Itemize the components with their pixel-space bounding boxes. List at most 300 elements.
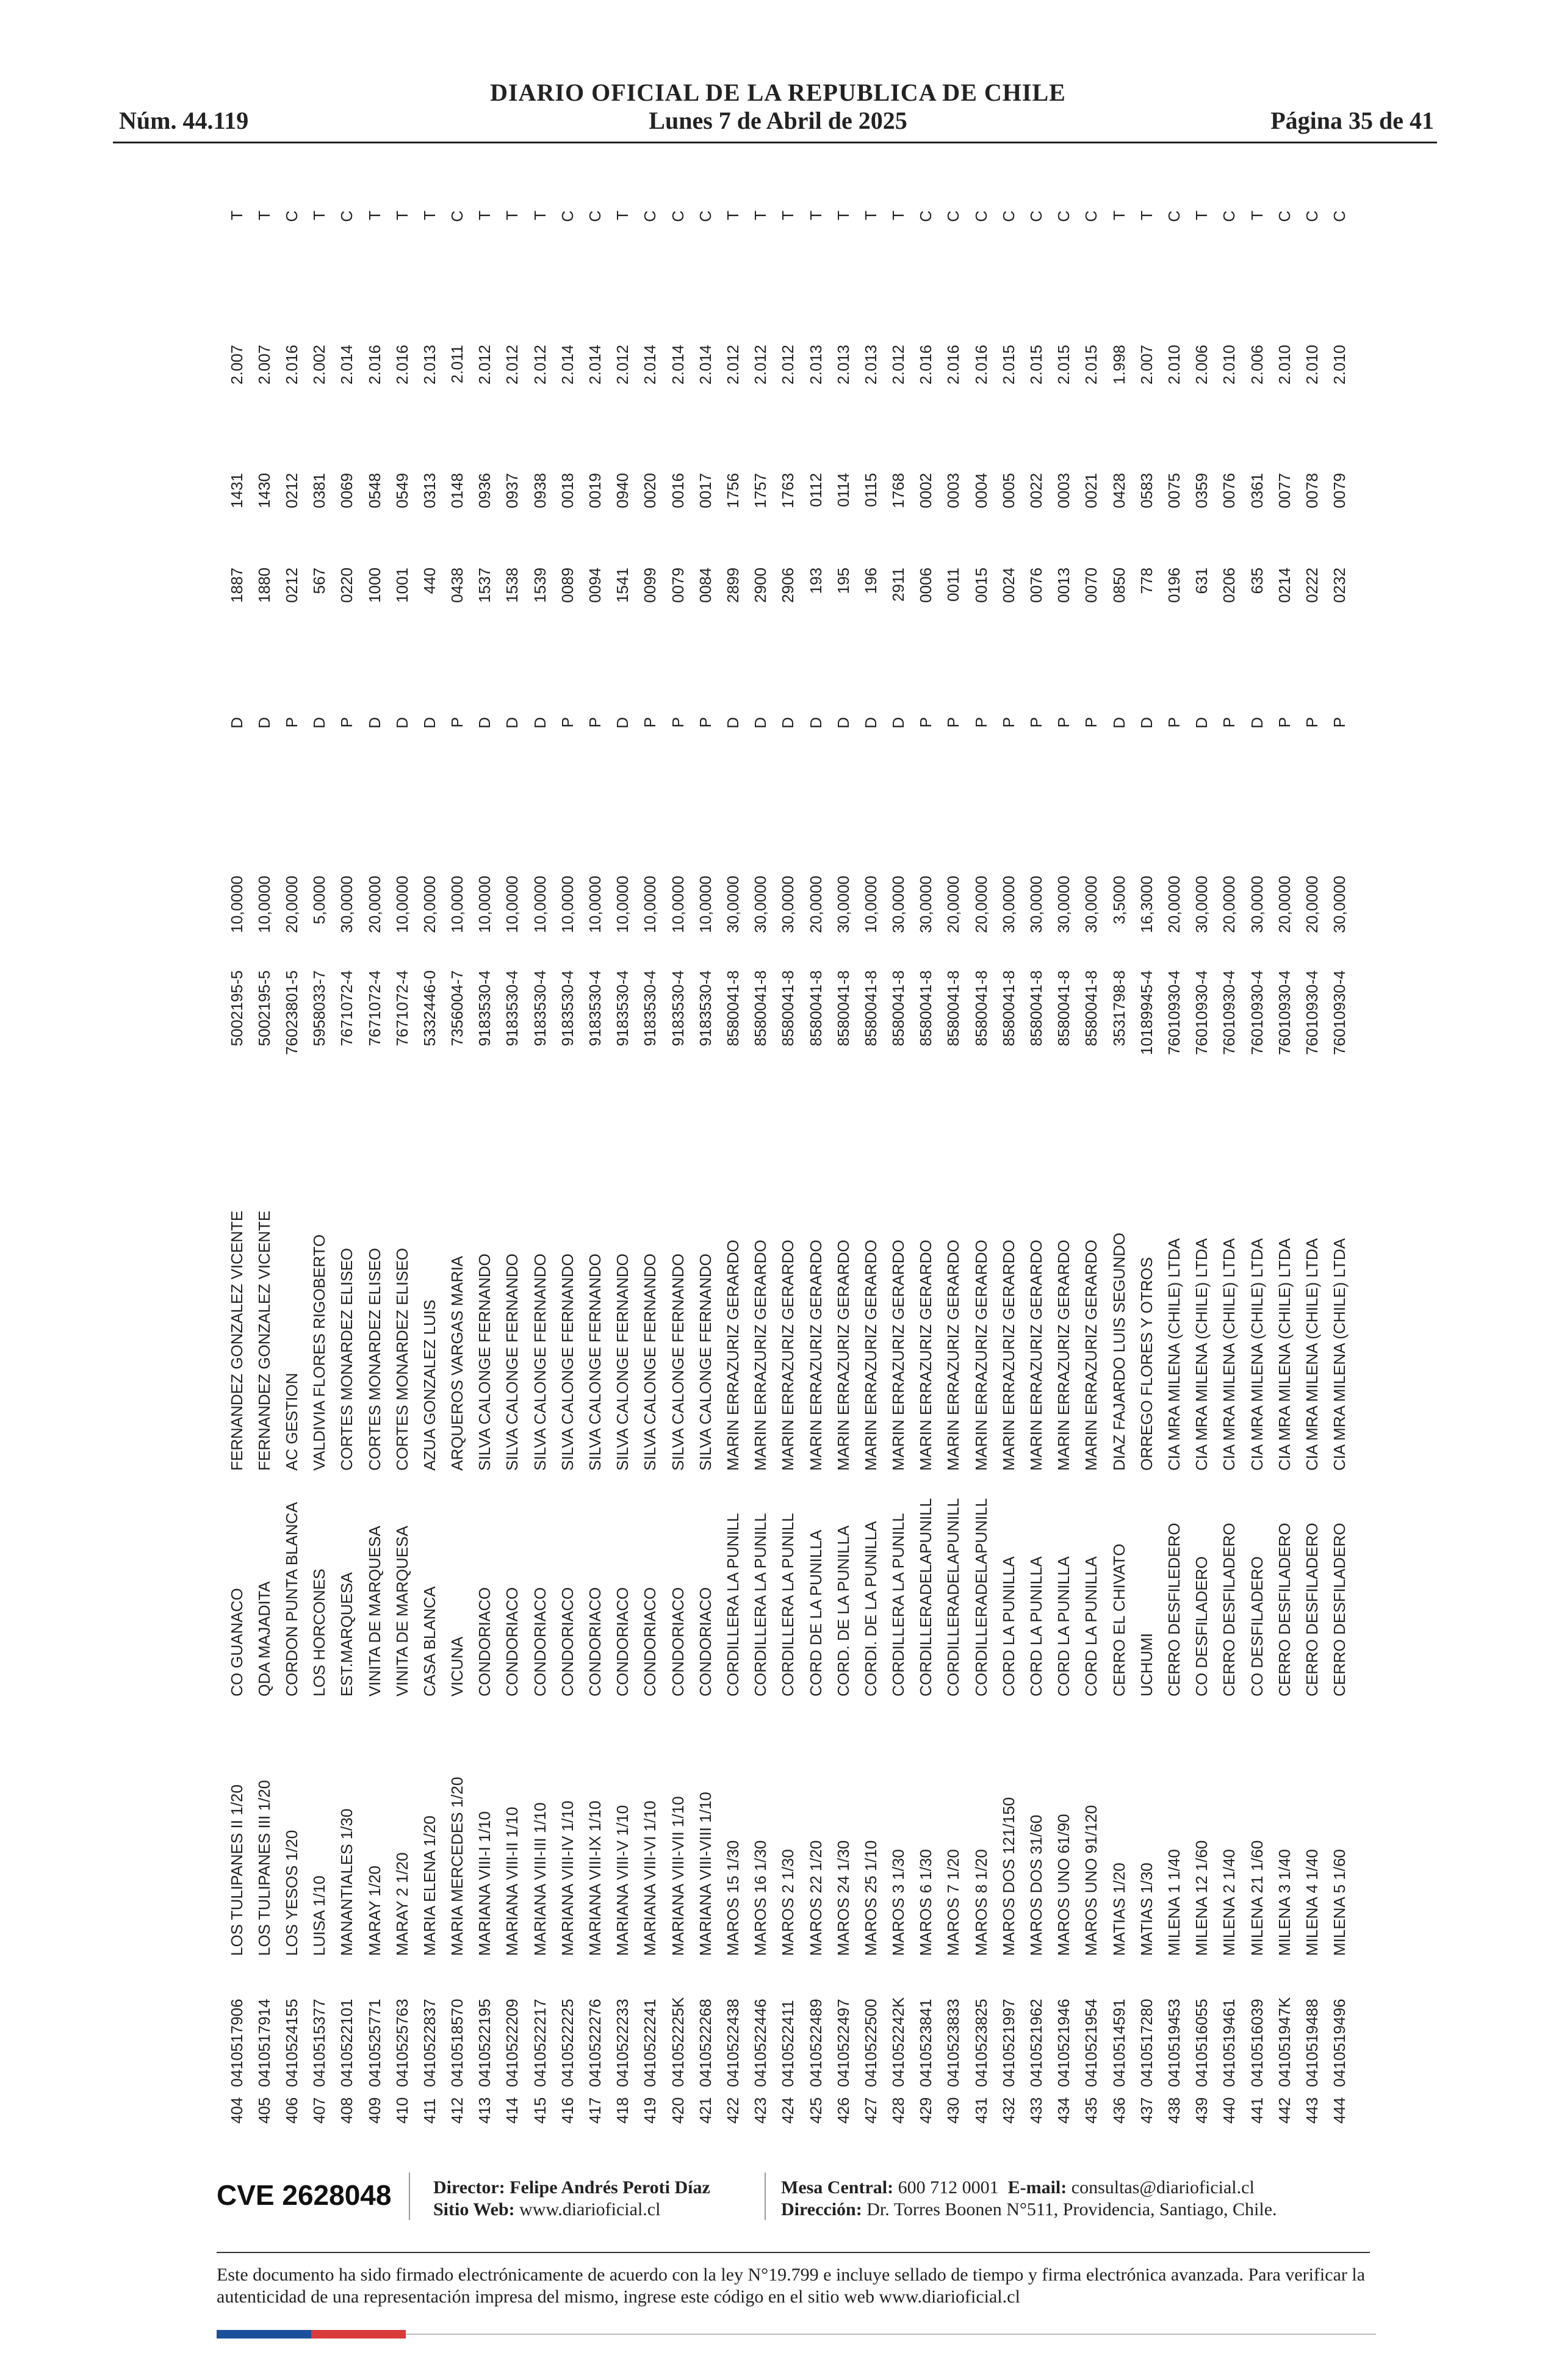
status-code-cell: T bbox=[889, 211, 908, 220]
row-number-cell: 418 bbox=[613, 2097, 632, 2124]
year-cell: 2.012 bbox=[751, 345, 770, 385]
table-row bbox=[995, 186, 1022, 2124]
location-cell: CONDORIACO bbox=[475, 1587, 494, 1697]
address-value: Dr. Torres Boonen N°511, Providencia, Santiago, Chile. bbox=[866, 2199, 1277, 2220]
fojas-number-cell: 0937 bbox=[503, 473, 522, 508]
inscription-number-cell: 1537 bbox=[475, 568, 494, 603]
year-cell: 2.010 bbox=[1220, 345, 1239, 385]
year-cell: 2.016 bbox=[917, 345, 935, 385]
fojas-number-cell: 0022 bbox=[1027, 473, 1046, 508]
rol-number-cell: 0410522217 bbox=[530, 1999, 549, 2087]
owner-name-cell: CIA MRA MILENA (CHILE) LTDA bbox=[1220, 1238, 1239, 1471]
owner-name-cell: MARIN ERRAZURIZ GERARDO bbox=[834, 1239, 852, 1471]
location-cell: VICUNA bbox=[448, 1636, 467, 1697]
address-line bbox=[781, 2199, 1277, 2220]
owner-rut-cell: 9183530-4 bbox=[503, 970, 522, 1047]
rol-number-cell: 0410522411 bbox=[779, 2000, 798, 2087]
inscription-number-cell: 0006 bbox=[917, 568, 935, 603]
year-cell: 2.015 bbox=[1054, 345, 1073, 385]
year-cell: 2.012 bbox=[779, 345, 798, 385]
owner-name-cell: CIA MRA MILENA (CHILE) LTDA bbox=[1192, 1238, 1211, 1471]
inscription-number-cell: 440 bbox=[420, 568, 439, 594]
table-row bbox=[1326, 186, 1353, 2124]
inscription-number-cell: 196 bbox=[861, 568, 880, 594]
owner-rut-cell: 8580041-8 bbox=[1027, 970, 1046, 1047]
owner-rut-cell: 8580041-8 bbox=[999, 970, 1018, 1047]
row-number-cell: 409 bbox=[365, 2097, 384, 2124]
rol-number-cell: 0410521997 bbox=[999, 1999, 1018, 2087]
status-code-cell: T bbox=[806, 211, 825, 220]
owner-rut-cell: 8580041-8 bbox=[944, 970, 963, 1047]
location-cell: CERRO DESFILEDERO bbox=[1164, 1523, 1183, 1697]
inscription-number-cell: 1541 bbox=[613, 568, 632, 603]
inscription-number-cell: 0015 bbox=[971, 568, 990, 603]
rol-number-cell: 0410516055 bbox=[1192, 1999, 1211, 2087]
type-code-cell: P bbox=[1027, 717, 1046, 728]
concession-name-cell: MANANTIALES 1/30 bbox=[337, 1808, 356, 1956]
inscription-number-cell: 0099 bbox=[641, 568, 660, 603]
location-cell: CORD DE LA PUNILLA bbox=[806, 1529, 825, 1697]
year-cell: 2.010 bbox=[1275, 345, 1294, 385]
owner-name-cell: CIA MRA MILENA (CHILE) LTDA bbox=[1302, 1238, 1321, 1471]
fojas-number-cell: 0548 bbox=[365, 473, 384, 508]
rol-number-cell: 0410519453 bbox=[1164, 1999, 1183, 2087]
rol-number-cell: 0410517280 bbox=[1137, 1999, 1156, 2087]
row-number-cell: 443 bbox=[1302, 2097, 1321, 2124]
location-cell: QDA MAJADITA bbox=[254, 1581, 273, 1697]
hectares-cell: 16,3000 bbox=[1137, 876, 1156, 933]
location-cell: CORDON PUNTA BLANCA bbox=[282, 1502, 301, 1697]
status-code-cell: T bbox=[1109, 211, 1128, 220]
type-code-cell: D bbox=[834, 717, 852, 729]
owner-rut-cell: 76010930-4 bbox=[1164, 970, 1183, 1055]
status-code-cell: C bbox=[696, 211, 715, 222]
fojas-number-cell: 1431 bbox=[227, 473, 246, 508]
concession-name-cell: MAROS 8 1/20 bbox=[971, 1849, 990, 1956]
rol-number-cell: 0410522209 bbox=[503, 1999, 522, 2087]
owner-name-cell: MARIN ERRAZURIZ GERARDO bbox=[751, 1239, 770, 1471]
fojas-number-cell: 0359 bbox=[1192, 473, 1211, 508]
year-cell: 2.015 bbox=[1027, 345, 1046, 385]
table-row bbox=[553, 186, 581, 2124]
fojas-number-cell: 0019 bbox=[586, 473, 605, 508]
hectares-cell: 30,0000 bbox=[337, 876, 356, 933]
status-code-cell: C bbox=[1275, 211, 1294, 222]
table-row bbox=[1022, 186, 1050, 2124]
fojas-number-cell: 0079 bbox=[1330, 473, 1349, 508]
type-code-cell: D bbox=[420, 717, 439, 729]
hectares-cell: 30,0000 bbox=[999, 876, 1018, 933]
concession-name-cell: MILENA 1 1/40 bbox=[1164, 1849, 1183, 1956]
status-code-cell: T bbox=[475, 211, 494, 220]
owner-name-cell: MARIN ERRAZURIZ GERARDO bbox=[806, 1239, 825, 1471]
fojas-number-cell: 0077 bbox=[1275, 473, 1294, 508]
concession-name-cell: MARIANA VIII-VII 1/10 bbox=[668, 1796, 687, 1956]
row-number-cell: 432 bbox=[999, 2097, 1018, 2124]
fojas-number-cell: 0428 bbox=[1109, 473, 1128, 508]
status-code-cell: T bbox=[392, 211, 411, 220]
location-cell: CONDORIACO bbox=[503, 1587, 522, 1697]
concession-name-cell: MAROS 6 1/30 bbox=[917, 1849, 935, 1956]
hectares-cell: 30,0000 bbox=[1247, 876, 1266, 933]
inscription-number-cell: 0850 bbox=[1109, 568, 1128, 603]
row-number-cell: 426 bbox=[834, 2097, 852, 2124]
location-cell: CERRO DESFILADERO bbox=[1302, 1523, 1321, 1697]
type-code-cell: P bbox=[1330, 717, 1349, 728]
owner-rut-cell: 5958033-7 bbox=[310, 970, 329, 1047]
status-code-cell: T bbox=[1192, 211, 1211, 220]
location-cell: UCHUMI bbox=[1137, 1633, 1156, 1697]
location-cell: CORDILLERA LA PUNILL bbox=[779, 1513, 798, 1697]
rol-number-cell: 0410519496 bbox=[1330, 1999, 1349, 2087]
concession-name-cell: MARIANA VIII-III 1/10 bbox=[530, 1802, 549, 1956]
footer-divider bbox=[217, 2252, 1370, 2253]
location-cell: CORD LA PUNILLA bbox=[999, 1556, 1018, 1697]
footer-separator bbox=[765, 2173, 766, 2220]
year-cell: 2.012 bbox=[475, 345, 494, 385]
status-code-cell: C bbox=[1082, 211, 1101, 222]
location-cell: CONDORIACO bbox=[641, 1587, 660, 1697]
owner-rut-cell: 5332446-0 bbox=[420, 970, 439, 1047]
year-cell: 2.016 bbox=[944, 345, 963, 385]
owner-name-cell: MARIN ERRAZURIZ GERARDO bbox=[779, 1239, 798, 1471]
owner-name-cell: DIAZ FAJARDO LUIS SEGUNDO bbox=[1109, 1232, 1128, 1471]
hectares-cell: 30,0000 bbox=[723, 876, 742, 933]
owner-name-cell: ARQUEROS VARGAS MARIA bbox=[448, 1255, 467, 1471]
row-number-cell: 410 bbox=[392, 2097, 411, 2124]
row-number-cell: 414 bbox=[503, 2097, 522, 2124]
type-code-cell: P bbox=[337, 717, 356, 728]
type-code-cell: P bbox=[944, 717, 963, 728]
location-cell: CO GUANACO bbox=[227, 1588, 246, 1697]
table-row bbox=[664, 186, 691, 2124]
fojas-number-cell: 0114 bbox=[834, 473, 852, 507]
row-number-cell: 441 bbox=[1247, 2097, 1266, 2124]
table-row bbox=[361, 186, 388, 2124]
inscription-number-cell: 0011 bbox=[944, 568, 963, 602]
hectares-cell: 30,0000 bbox=[779, 876, 798, 933]
rol-number-cell: 0410521954 bbox=[1082, 1999, 1101, 2087]
status-code-cell: T bbox=[310, 211, 329, 220]
row-number-cell: 423 bbox=[751, 2097, 770, 2124]
year-cell: 2.015 bbox=[999, 345, 1018, 385]
year-cell: 2.007 bbox=[254, 345, 273, 385]
rol-number-cell: 0410522497 bbox=[834, 1999, 852, 2087]
contact-line bbox=[781, 2177, 1255, 2198]
owner-name-cell: MARIN ERRAZURIZ GERARDO bbox=[889, 1239, 908, 1471]
hectares-cell: 10,0000 bbox=[254, 876, 273, 933]
status-code-cell: T bbox=[751, 211, 770, 220]
row-number-cell: 435 bbox=[1082, 2097, 1101, 2124]
row-number-cell: 437 bbox=[1137, 2097, 1156, 2124]
location-cell: CONDORIACO bbox=[696, 1587, 715, 1697]
concession-name-cell: MATIAS 1/20 bbox=[1109, 1863, 1128, 1956]
hectares-cell: 20,0000 bbox=[420, 876, 439, 933]
email-link[interactable]: consultas@diarioficial.cl bbox=[1071, 2177, 1255, 2198]
status-code-cell: T bbox=[254, 211, 273, 220]
footer-separator bbox=[409, 2173, 410, 2220]
status-code-cell: C bbox=[282, 211, 301, 222]
hectares-cell: 30,0000 bbox=[751, 876, 770, 933]
hectares-cell: 20,0000 bbox=[1275, 876, 1294, 933]
owner-rut-cell: 76010930-4 bbox=[1192, 970, 1211, 1055]
inscription-number-cell: 0220 bbox=[337, 568, 356, 603]
type-code-cell: P bbox=[971, 717, 990, 728]
director-line bbox=[433, 2177, 710, 2198]
flag-bar-red bbox=[311, 2330, 406, 2339]
website-line bbox=[433, 2199, 660, 2220]
table-row bbox=[1160, 186, 1187, 2124]
concession-name-cell: MARIANA VIII-VIII 1/10 bbox=[696, 1792, 715, 1956]
hectares-cell: 10,0000 bbox=[613, 876, 632, 933]
owner-rut-cell: 8580041-8 bbox=[1054, 970, 1073, 1047]
year-cell: 2.011 bbox=[448, 345, 467, 384]
concession-name-cell: LUISA 1/10 bbox=[310, 1875, 329, 1956]
concession-name-cell: MAROS 22 1/20 bbox=[806, 1840, 825, 1956]
row-number-cell: 411 bbox=[420, 2098, 439, 2124]
rol-number-cell: 0410519461 bbox=[1220, 1999, 1239, 2087]
type-code-cell: D bbox=[503, 717, 522, 729]
concession-name-cell: MAROS 3 1/30 bbox=[889, 1849, 908, 1956]
table-row bbox=[471, 186, 499, 2124]
location-cell: CORDILLERA LA PUNILL bbox=[723, 1513, 742, 1697]
owner-rut-cell: 76010930-4 bbox=[1247, 970, 1266, 1055]
row-number-cell: 431 bbox=[971, 2097, 990, 2124]
inscription-number-cell: 0013 bbox=[1054, 568, 1073, 603]
year-cell: 2.016 bbox=[392, 345, 411, 385]
fojas-number-cell: 0361 bbox=[1247, 473, 1266, 508]
type-code-cell: P bbox=[999, 717, 1018, 728]
status-code-cell: C bbox=[668, 211, 687, 222]
owner-name-cell: MARIN ERRAZURIZ GERARDO bbox=[917, 1239, 935, 1471]
location-cell: CONDORIACO bbox=[613, 1587, 632, 1697]
status-code-cell: T bbox=[503, 211, 522, 220]
rol-number-cell: 0410525763 bbox=[392, 1999, 411, 2087]
hectares-cell: 20,0000 bbox=[944, 876, 963, 933]
location-cell: VINITA DE MARQUESA bbox=[365, 1526, 384, 1697]
fojas-number-cell: 0020 bbox=[641, 473, 660, 508]
concession-name-cell: LOS TULIPANES III 1/20 bbox=[254, 1780, 273, 1956]
fojas-number-cell: 0076 bbox=[1220, 473, 1239, 508]
inscription-number-cell: 0212 bbox=[282, 568, 301, 603]
status-code-cell: C bbox=[1220, 211, 1239, 222]
rol-number-cell: 0410518570 bbox=[448, 1999, 467, 2087]
year-cell: 2.014 bbox=[558, 345, 577, 385]
row-number-cell: 404 bbox=[227, 2097, 246, 2124]
hectares-cell: 3,5000 bbox=[1109, 876, 1128, 925]
owner-name-cell: MARIN ERRAZURIZ GERARDO bbox=[944, 1239, 963, 1471]
hectares-cell: 10,0000 bbox=[530, 876, 549, 933]
table-row bbox=[719, 186, 746, 2124]
table-row bbox=[581, 186, 608, 2124]
rol-number-cell: 0410517906 bbox=[227, 1999, 246, 2087]
type-code-cell: P bbox=[282, 717, 301, 728]
inscription-number-cell: 193 bbox=[806, 568, 825, 594]
fojas-number-cell: 0002 bbox=[917, 473, 935, 508]
location-cell: CORDILLERA LA PUNILL bbox=[889, 1513, 908, 1697]
table-row bbox=[388, 186, 416, 2124]
owner-rut-cell: 8580041-8 bbox=[1082, 970, 1101, 1047]
concession-name-cell: MARIANA VIII-I 1/10 bbox=[475, 1811, 494, 1956]
inscription-number-cell: 0232 bbox=[1330, 568, 1349, 603]
owner-name-cell: FERNANDEZ GONZALEZ VICENTE bbox=[227, 1210, 246, 1471]
type-code-cell: D bbox=[861, 717, 880, 729]
fojas-number-cell: 0940 bbox=[613, 473, 632, 508]
fojas-number-cell: 0018 bbox=[558, 473, 577, 508]
website-link[interactable]: www.diarioficial.cl bbox=[519, 2199, 661, 2220]
inscription-number-cell: 1880 bbox=[254, 568, 273, 603]
rol-number-cell: 0410523833 bbox=[944, 1999, 963, 2087]
rol-number-cell: 0410523825 bbox=[971, 1999, 990, 2087]
fojas-number-cell: 0148 bbox=[448, 473, 467, 508]
type-code-cell: D bbox=[613, 717, 632, 729]
row-number-cell: 440 bbox=[1220, 2097, 1239, 2124]
type-code-cell: D bbox=[392, 717, 411, 729]
location-cell: CONDORIACO bbox=[668, 1587, 687, 1697]
status-code-cell: C bbox=[1164, 211, 1183, 222]
status-code-cell: C bbox=[1302, 211, 1321, 222]
rol-number-cell: 0410522225 bbox=[558, 1999, 577, 2087]
hectares-cell: 5,0000 bbox=[310, 876, 329, 925]
fojas-number-cell: 1768 bbox=[889, 473, 908, 508]
status-code-cell: C bbox=[944, 211, 963, 222]
row-number-cell: 422 bbox=[723, 2097, 742, 2124]
owner-rut-cell: 5002195-5 bbox=[227, 970, 246, 1047]
type-code-cell: P bbox=[917, 717, 935, 728]
inscription-number-cell: 0222 bbox=[1302, 568, 1321, 603]
concession-name-cell: MAROS UNO 91/120 bbox=[1082, 1805, 1101, 1956]
owner-rut-cell: 8580041-8 bbox=[751, 970, 770, 1047]
hectares-cell: 30,0000 bbox=[1027, 876, 1046, 933]
type-code-cell: D bbox=[310, 717, 329, 729]
row-number-cell: 406 bbox=[282, 2097, 301, 2124]
owner-rut-cell: 9183530-4 bbox=[558, 970, 577, 1047]
status-code-cell: C bbox=[641, 211, 660, 222]
fojas-number-cell: 0936 bbox=[475, 473, 494, 508]
owner-rut-cell: 9183530-4 bbox=[475, 970, 494, 1047]
fojas-number-cell: 0003 bbox=[944, 473, 963, 508]
row-number-cell: 415 bbox=[530, 2097, 549, 2124]
owner-rut-cell: 8580041-8 bbox=[861, 970, 880, 1047]
hectares-cell: 30,0000 bbox=[834, 876, 852, 933]
inscription-number-cell: 195 bbox=[834, 568, 852, 594]
rol-number-cell: 0410522101 bbox=[337, 1999, 356, 2087]
row-number-cell: 407 bbox=[310, 2097, 329, 2124]
inscription-number-cell: 0206 bbox=[1220, 568, 1239, 603]
footer-bottom-rule bbox=[406, 2334, 1376, 2335]
rotated-table-container bbox=[223, 207, 1358, 2124]
type-code-cell: P bbox=[586, 717, 605, 728]
fojas-number-cell: 0016 bbox=[668, 473, 687, 508]
owner-rut-cell: 7671072-4 bbox=[392, 970, 411, 1047]
type-code-cell: D bbox=[1109, 717, 1128, 729]
table-body bbox=[223, 186, 1353, 2124]
inscription-number-cell: 1000 bbox=[365, 568, 384, 603]
hectares-cell: 10,0000 bbox=[503, 876, 522, 933]
year-cell: 2.012 bbox=[530, 345, 549, 385]
table-row bbox=[223, 186, 250, 2124]
address-label: Dirección: bbox=[781, 2199, 862, 2220]
owner-rut-cell: 9183530-4 bbox=[668, 970, 687, 1047]
table-row bbox=[306, 186, 333, 2124]
rol-number-cell: 0410521962 bbox=[1027, 1999, 1046, 2087]
rol-number-cell: 041051947K bbox=[1275, 1997, 1294, 2087]
website-label: Sitio Web: bbox=[433, 2199, 515, 2220]
year-cell: 2.014 bbox=[641, 345, 660, 385]
concession-name-cell: MILENA 5 1/60 bbox=[1330, 1849, 1349, 1956]
owner-rut-cell: 9183530-4 bbox=[530, 970, 549, 1047]
location-cell: CONDORIACO bbox=[558, 1587, 577, 1697]
concession-name-cell: MAROS 7 1/20 bbox=[944, 1849, 963, 1956]
concession-name-cell: MARIANA VIII-II 1/10 bbox=[503, 1806, 522, 1956]
hectares-cell: 10,0000 bbox=[558, 876, 577, 933]
row-number-cell: 416 bbox=[558, 2097, 577, 2124]
location-cell: VINITA DE MARQUESA bbox=[392, 1526, 411, 1697]
type-code-cell: P bbox=[1082, 717, 1101, 728]
owner-rut-cell: 7356004-7 bbox=[448, 970, 467, 1047]
status-code-cell: T bbox=[613, 211, 632, 220]
row-number-cell: 439 bbox=[1192, 2097, 1211, 2124]
owner-name-cell: MARIN ERRAZURIZ GERARDO bbox=[999, 1239, 1018, 1471]
table-row bbox=[802, 186, 829, 2124]
owner-rut-cell: 3531798-8 bbox=[1109, 970, 1128, 1047]
inscription-number-cell: 1001 bbox=[392, 568, 411, 603]
row-number-cell: 424 bbox=[779, 2097, 798, 2124]
inscription-number-cell: 2906 bbox=[779, 568, 798, 603]
type-code-cell: D bbox=[723, 717, 742, 729]
status-code-cell: T bbox=[365, 211, 384, 220]
status-code-cell: C bbox=[1054, 211, 1073, 222]
concession-name-cell: MARIA ELENA 1/20 bbox=[420, 1816, 439, 1956]
publication-title: DIARIO OFICIAL DE LA REPUBLICA DE CHILE bbox=[490, 79, 1066, 106]
owner-rut-cell: 76010930-4 bbox=[1220, 970, 1239, 1055]
type-code-cell: P bbox=[1054, 717, 1073, 728]
year-cell: 2.014 bbox=[586, 345, 605, 385]
rol-number-cell: 0410522233 bbox=[613, 1999, 632, 2087]
rol-number-cell: 0410522241 bbox=[641, 1999, 660, 2087]
owner-rut-cell: 8580041-8 bbox=[917, 970, 935, 1047]
inscription-number-cell: 2899 bbox=[723, 568, 742, 603]
inscription-number-cell: 0024 bbox=[999, 568, 1018, 603]
fojas-number-cell: 0021 bbox=[1082, 473, 1101, 508]
status-code-cell: T bbox=[779, 211, 798, 220]
table-row bbox=[912, 186, 940, 2124]
row-number-cell: 428 bbox=[889, 2097, 908, 2124]
type-code-cell: D bbox=[365, 717, 384, 729]
issue-number: Núm. 44.119 bbox=[119, 107, 249, 134]
location-cell: CERRO DESFILADERO bbox=[1330, 1523, 1349, 1697]
location-cell: CORDILLERADELAPUNILL bbox=[917, 1498, 935, 1697]
rol-number-cell: 0410522446 bbox=[751, 1999, 770, 2087]
concession-name-cell: MARIANA VIII-VI 1/10 bbox=[641, 1800, 660, 1956]
year-cell: 2.012 bbox=[723, 345, 742, 385]
type-code-cell: D bbox=[1247, 717, 1266, 729]
owner-rut-cell: 10189945-4 bbox=[1137, 970, 1156, 1055]
mesa-phone: 600 712 0001 bbox=[898, 2177, 999, 2198]
row-number-cell: 434 bbox=[1054, 2097, 1073, 2124]
owner-rut-cell: 8580041-8 bbox=[889, 970, 908, 1047]
table-row bbox=[1078, 186, 1105, 2124]
rol-number-cell: 0410523841 bbox=[917, 1999, 935, 2087]
inscription-number-cell: 0076 bbox=[1027, 568, 1046, 603]
inscription-number-cell: 1887 bbox=[227, 568, 246, 603]
location-cell: CO DESFILADERO bbox=[1247, 1556, 1266, 1697]
location-cell: CORDILLERADELAPUNILL bbox=[944, 1498, 963, 1697]
location-cell: CORD LA PUNILLA bbox=[1027, 1556, 1046, 1697]
concession-name-cell: MILENA 21 1/60 bbox=[1247, 1840, 1266, 1956]
row-number-cell: 412 bbox=[448, 2097, 467, 2124]
rol-number-cell: 0410525771 bbox=[365, 1999, 384, 2087]
